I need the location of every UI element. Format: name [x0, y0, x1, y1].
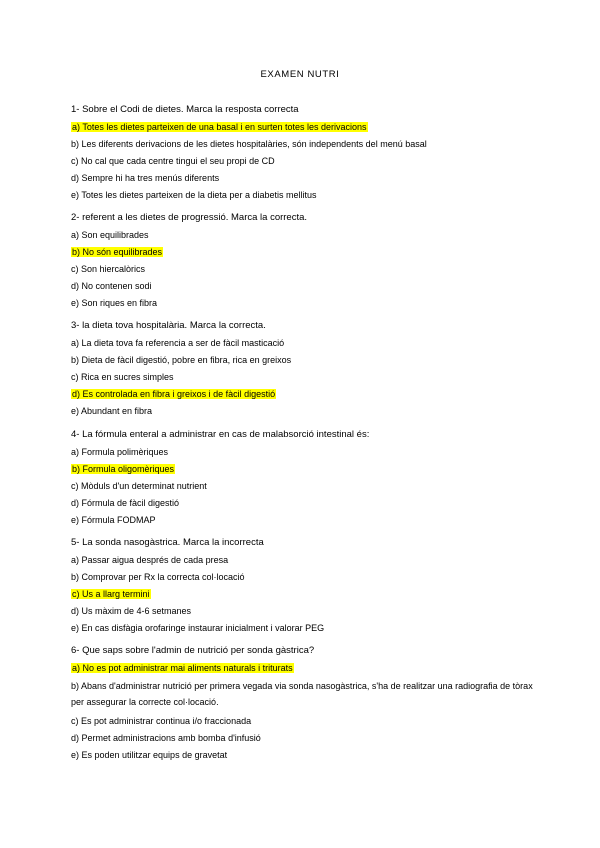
- question-5: [71, 537, 541, 639]
- question-4: [71, 429, 541, 531]
- q3-option-d-highlighted: d) Es controlada en fibra i greixos i de fàcil digestió: [72, 389, 276, 399]
- exam-title: EXAMEN NUTRI: [260, 69, 340, 80]
- q1-option-c: c) No cal que cada centre tingui el seu propi de CD: [71, 156, 275, 166]
- q4-option-e: e) Fórmula FODMAP: [71, 515, 156, 525]
- q5-option-a: a) Passar aigua després de cada presa: [71, 555, 229, 565]
- q3-option-b: b) Dieta de fàcil digestió, pobre en fibra, rica en greixos: [71, 355, 292, 365]
- q4-option-a: a) Formula polimèriques: [71, 447, 169, 457]
- q5-option-d: d) Us màxim de 4-6 setmanes: [71, 606, 192, 616]
- q6-option-d: d) Permet administracions amb bomba d'infusió: [71, 733, 261, 743]
- question-4-text: 4- La fórmula enteral a administrar en cas de malabsorció intestinal és:: [71, 429, 370, 440]
- q1-option-b: b) Les diferents derivacions de les dietes hospitalàries, són independents del menú basal: [71, 139, 427, 149]
- question-3: [71, 320, 541, 422]
- q6-option-e: e) Es poden utilitzar equips de gravetat: [71, 750, 228, 760]
- q5-option-b: b) Comprovar per Rx la correcta col·locació: [71, 572, 245, 582]
- q2-option-a: a) Son equilibrades: [71, 230, 149, 240]
- question-6-text: 6- Que saps sobre l'admin de nutrició per sonda gàstrica?: [71, 645, 315, 656]
- question-5-text: 5- La sonda nasogàstrica. Marca la incorrecta: [71, 537, 264, 548]
- q2-option-c: c) Son hiercalòrics: [71, 264, 146, 274]
- q1-option-a-highlighted: a) Totes les dietes parteixen de una basal i en surten totes les derivacions: [72, 122, 367, 132]
- question-3-text: 3- la dieta tova hospitalària. Marca la correcta.: [71, 320, 266, 331]
- question-2-text: 2- referent a les dietes de progressió. Marca la correcta.: [71, 212, 308, 223]
- question-1-text: 1- Sobre el Codi de dietes. Marca la resposta correcta: [71, 104, 299, 115]
- q4-option-c: c) Mòduls d'un determinat nutrient: [71, 481, 207, 491]
- q2-option-d: d) No contenen sodi: [71, 281, 152, 291]
- q2-option-b-highlighted: b) No són equilibrades: [72, 247, 163, 257]
- q5-option-c-highlighted: c) Us a llarg termini: [72, 589, 150, 599]
- q4-option-d: d) Fórmula de fàcil digestió: [71, 498, 180, 508]
- q1-option-e: e) Totes les dietes parteixen de la dieta per a diabetis mellitus: [71, 190, 317, 200]
- q6-option-b: b) Abans d'administrar nutrició per primera vegada via sonda nasogàstrica, s'ha de realitzar una radiografia de tòrax per assegurar la correcte col·locació.: [71, 681, 533, 707]
- q4-option-b-highlighted: b) Formula oligomèriques: [72, 464, 175, 474]
- question-2: [71, 212, 541, 314]
- question-6: [71, 645, 533, 766]
- q2-option-e: e) Son riques en fibra: [71, 298, 158, 308]
- q6-option-a-highlighted: a) No es pot administrar mai aliments naturals i triturats: [72, 663, 293, 673]
- q5-option-e: e) En cas disfàgia orofaringe instaurar inicialment i valorar PEG: [71, 623, 325, 633]
- question-1: [71, 104, 541, 206]
- q1-option-d: d) Sempre hi ha tres menús diferents: [71, 173, 220, 183]
- q6-option-c: c) Es pot administrar continua i/o fraccionada: [71, 716, 252, 726]
- q3-option-e: e) Abundant en fibra: [71, 406, 153, 416]
- q3-option-c: c) Rica en sucres simples: [71, 372, 174, 382]
- q3-option-a: a) La dieta tova fa referencia a ser de fàcil masticació: [71, 338, 285, 348]
